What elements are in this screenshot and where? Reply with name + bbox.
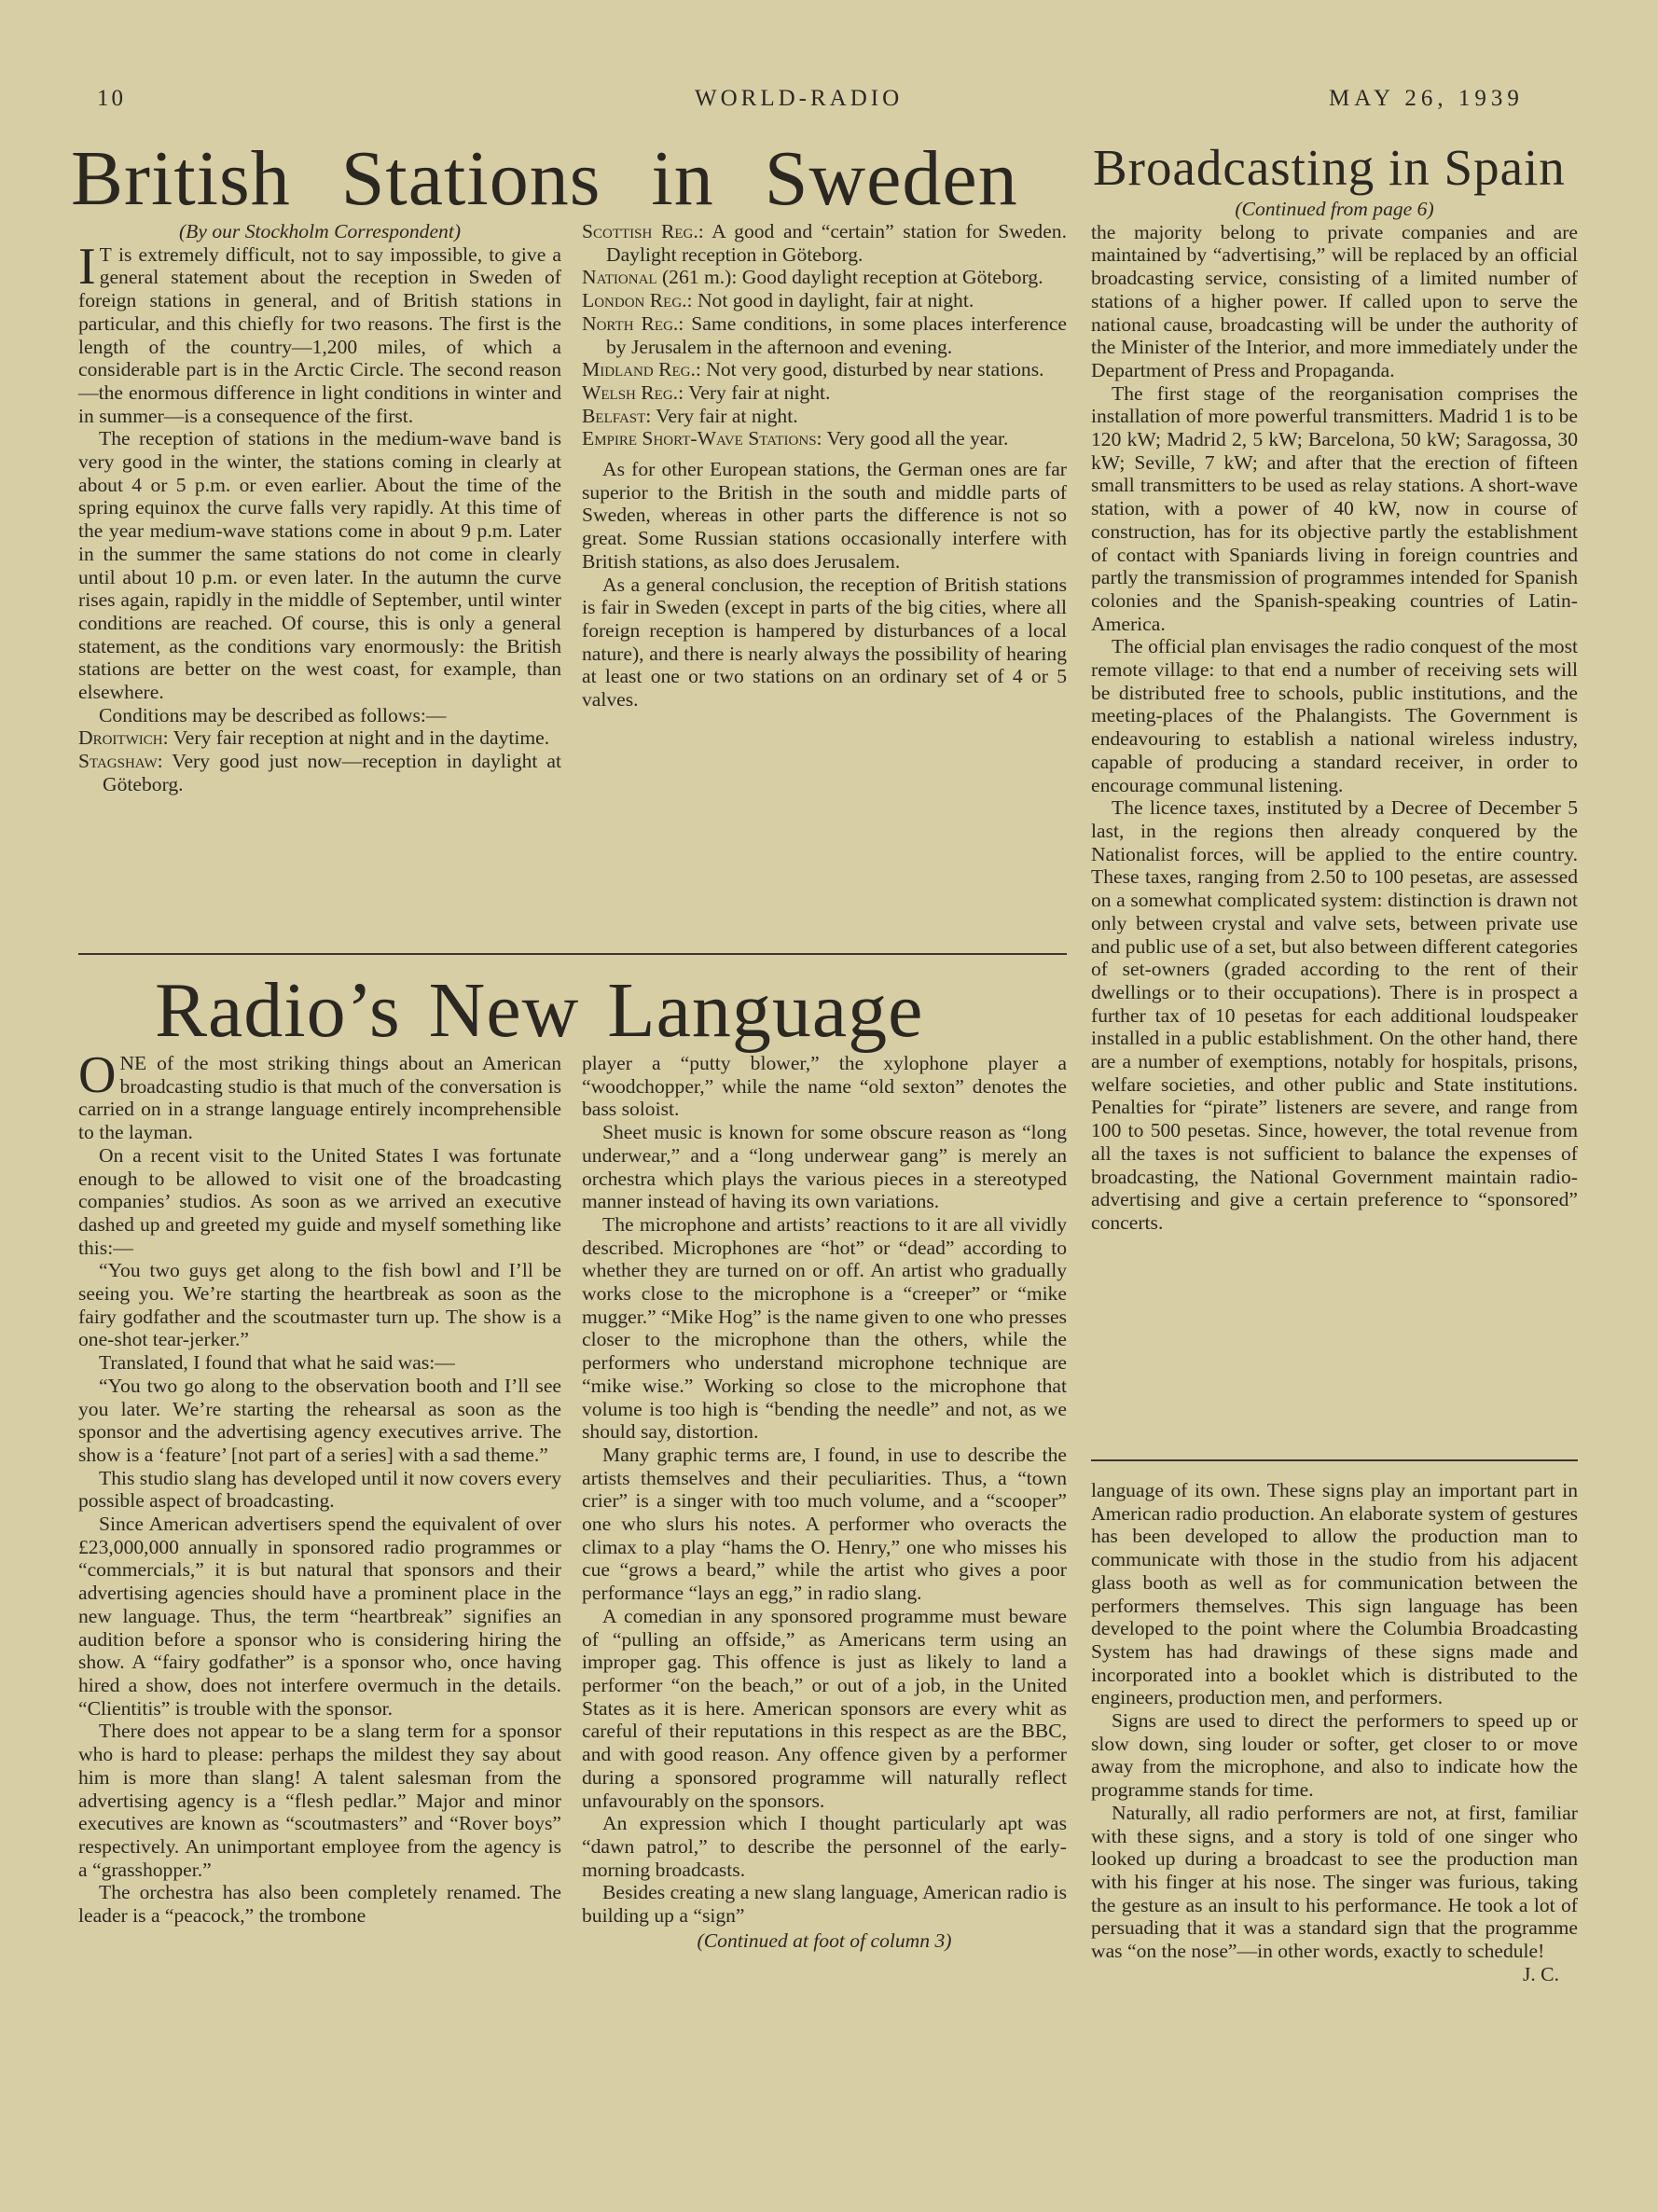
continued-note: (Continued at foot of column 3) — [697, 1929, 952, 1952]
paragraph: The official plan envisages the radio conquest of the most remote village: to that end a number of receiving sets will be distributed free to schools, public institutions, and the meeting-places of the Phalangists. The Government is endeavouring to establish a national wireless industry, capable of producing a standard receiver, in order to encourage communal listening. — [1091, 635, 1578, 796]
paragraph: Many graphic terms are, I found, in use to describe the artists themselves and their peculiarities. Thus, a “town crier” is a singer with too much volume, and a “scooper” one who slurs his notes. A performer who overacts the climax to a play “hams the O. Henry,” one who misses his cue “grows a beard,” while the artist who gives a poor performance “lays an egg,” in radio slang. — [582, 1443, 1067, 1605]
station-list — [582, 220, 1067, 450]
paragraph: The reception of stations in the medium-wave band is very good in the winter, the stations coming in clearly at about 4 or 5 p.m. or even earlier. About the time of the spring equinox the curve falls very rapidly. At this time of the year medium-wave stations come in about 9 p.m. Later in the summer the same stations do not come in clearly until about 10 p.m. or even later. In the autumn the curve rises again, rapidly in the middle of September, until winter conditions are reached. Of course, this is only a general statement, as the conditions vary enormously: the British stations are better on the west coast, for example, than elsewhere. — [78, 427, 561, 704]
paragraph: There does not appear to be a slang term for a sponsor who is hard to please: perhaps the mildest they say about him is more than slang! A talent salesman from the advertising agency is a “flesh pedlar.” Major and minor executives are known as “scoutmasters” and “Rover boys” respectively. An unimportant employee from the agency is a “grasshopper.” — [78, 1720, 561, 1881]
paragraph: An expression which I thought particularly apt was “dawn patrol,” to describe the personnel of the early-morning broadcasts. — [582, 1812, 1067, 1881]
lead-paragraph — [78, 1046, 561, 1144]
station-entry — [582, 427, 1067, 450]
publication-name: WORLD-RADIO — [695, 86, 904, 111]
paragraph-group — [582, 1052, 1067, 1928]
station-name: Droitwich: — [78, 726, 169, 750]
station-entry — [78, 726, 561, 750]
paragraph-group — [78, 427, 561, 726]
paragraph: The orchestra has also been completely renamed. The leader is a “peacock,” the trombone — [78, 1881, 561, 1928]
lead-smallcaps: NE — [119, 1052, 147, 1074]
station-name: Welsh Reg.: — [582, 380, 684, 404]
station-reception: Same conditions, in some places interference by Jerusalem in the afternoon and evening. — [606, 311, 1067, 358]
radio-column-2 — [582, 1052, 1067, 1952]
station-reception: Very fair at night. — [684, 380, 831, 404]
station-reception: (261 m.): Good daylight reception at Göteborg. — [656, 266, 1043, 289]
byline: (By our Stockholm Correspondent) — [178, 220, 462, 242]
paragraph: The licence taxes, instituted by a Decree of December 5 last, in the regions then already conquered by the Nationalist forces, will be applied to the entire country. These taxes, ranging from 2.50 to 100 pesetas, are assessed on a somewhat complicated system: distinction is drawn not only between crystal and valve sets, between private use and public use of a set, but also between different categories of set-owners (graded according to the rent of their dwellings or to their occupations). There is in prospect a further tax of 10 pesetas for each additional loudspeaker installed in a public establishment. On the other hand, there are a number of exemptions, notably for hospitals, prisons, welfare societies, and other public and State institutions. Penalties for “pirate” listeners are severe, and range from 100 to 500 pesetas. Since, however, the total revenue from all the taxes is not sufficient to balance the expenses of broadcasting, the National Government maintain radio-advertising and give a certain preference to “sponsored” concerts. — [1091, 796, 1578, 1234]
author-signature: J. C. — [1522, 1962, 1559, 1985]
radio-headline: Radio’s New Language — [155, 967, 924, 1054]
paragraph: “You two go along to the observation booth and I’ll see you later. We’re starting the rehearsal as soon as the sponsor and the advertising agency executives arrive. The show is a ‘feature’ [not part of a series] with a sad theme.” — [78, 1374, 561, 1466]
sweden-column-1 — [78, 220, 561, 796]
paragraph: Sheet music is known for some obscure reason as “long underwear,” and a “long underwear gang” is merely an orchestra which plays the various pieces in a stereotyped manner instead of having its own variations. — [582, 1121, 1067, 1213]
issue-date: MAY 26, 1939 — [1329, 86, 1524, 111]
station-entry — [582, 358, 1067, 381]
paragraph-group — [1091, 1479, 1578, 1963]
station-entry — [582, 266, 1067, 289]
station-list — [78, 726, 561, 795]
paragraph: language of its own. These signs play an important part in American radio production. An elaborate system of gestures has been developed to allow the production man to communicate with those in the studio from his adjacent glass booth as well as for communication between the performers themselves. This sign language has been developed to the point where the Columbia Broadcasting System has had drawings of these signs made and incorporated into a booklet which is distributed to the engineers, production men, and performers. — [1091, 1479, 1578, 1709]
station-reception: A good and “certain” station for Sweden. Daylight reception in Göteborg. — [606, 220, 1067, 266]
station-reception: Very fair at night. — [651, 404, 798, 427]
continued-from: (Continued from page 6) — [1235, 198, 1434, 220]
station-name: Scottish Reg.: — [582, 220, 704, 242]
station-reception: Very good just now—reception in daylight at Göteborg. — [103, 750, 561, 795]
station-name: Belfast: — [582, 404, 652, 427]
paragraph-group — [582, 458, 1067, 712]
paragraph: The first stage of the reorganisation comprises the installation of more powerful transmitters. Madrid 1 is to be 120 kW; Madrid 2, 5 kW; Barcelona, 50 kW; Saragossa, 30 kW; Seville, 7 kW; and after that the erection of fifteen small transmitters to be used as relay stations. A short-wave station, with a power of 40 kW, now in course of construction, has for its objective partly the establishment of contact with Spaniards living in foreign countries and partly the transmission of programmes intended for Spanish colonies and the Spanish-speaking countries of Latin-America. — [1091, 381, 1578, 635]
radio-column-1 — [78, 1046, 561, 1928]
station-entry — [582, 289, 1067, 312]
column-divider — [1091, 1459, 1578, 1461]
lead-text: of the most striking things about an American broadcasting studio is that much of the conversation is carried on in a strange language entirely incomprehensible to the layman. — [78, 1052, 561, 1144]
paragraph: Conditions may be described as follows:— — [99, 703, 447, 726]
paragraph: the majority belong to private companies and are maintained by “advertising,” will be replaced by an official broadcasting service, consisting of a limited number of stations of a higher power. If called upon to serve the national cause, broadcasting will be under the authority of the Minister of the Interior, and more immediately under the Department of Press and Propaganda. — [1091, 220, 1578, 381]
spain-headline: Broadcasting in Spain — [1093, 139, 1566, 196]
lead-smallcaps: T — [99, 242, 112, 266]
sweden-headline: British Stations in Sweden — [71, 135, 1018, 222]
drop-cap: O — [78, 1046, 117, 1104]
station-entry — [582, 312, 1067, 358]
drop-cap: I — [78, 237, 96, 296]
station-entry — [582, 220, 1067, 266]
spain-column — [1091, 198, 1578, 1235]
station-name: North Reg.: — [582, 311, 684, 335]
lead-text: is extremely difficult, not to say impossible, to give a general statement about the reception in Sweden of foreign stations in general, and of British stations in particular, and this chiefly for two reasons. The first is the length of the country—1,200 miles, of which a considerable part is in the Arctic Circle. The second reason—the enormous difference in light conditions in winter and in summer—is a consequence of the first. — [78, 242, 561, 427]
sweden-column-2 — [582, 220, 1067, 712]
station-name: London Reg.: — [582, 289, 693, 312]
paragraph: On a recent visit to the United States I was fortunate enough to be allowed to visit one of the broadcasting companies’ studios. As soon as we arrived an executive dashed up and greeted my guide and myself something like this:— — [78, 1143, 561, 1259]
paragraph-group — [1091, 221, 1578, 1235]
paragraph-group — [78, 1144, 561, 1928]
station-name: Midland Reg.: — [582, 358, 701, 381]
paragraph: player a “putty blower,” the xylophone player a “woodchopper,” while the name “old sexton” denotes the bass soloist. — [582, 1052, 1067, 1121]
station-entry — [78, 750, 561, 795]
paragraph: The microphone and artists’ reactions to it are all vividly described. Microphones are “hot” or “dead” according to whether they are turned on or off. An artist who gradually works close to the microphone is a “creeper” or “mike mugger.” “Mike Hog” is the name given to one who presses closer to the microphone than the others, while the performers who understand microphone technique are “mike wise.” Working so close to the microphone that volume is too high is “bending the needle” and not, as we should say, distortion. — [582, 1212, 1067, 1444]
station-reception: Not very good, disturbed by near stations. — [700, 358, 1044, 381]
lead-paragraph — [78, 237, 561, 428]
paragraph: “You two guys get along to the fish bowl and I’ll be seeing you. We’re starting the heartbreak as soon as the fairy godfather and the scoutmaster turn up. The show is a one-shot tear-jerker.” — [78, 1259, 561, 1351]
paragraph: Naturally, all radio performers are not, at first, familiar with these signs, and a story is told of one singer who looked up during a broadcast to see the production man with his finger at his nose. The singer was furious, taking the gesture as an insult to his performance. He took a lot of persuading that it was a standard sign that the programme was “on the nose”—in other words, exactly to schedule! — [1091, 1801, 1578, 1963]
paragraph: Signs are used to direct the performers to speed up or slow down, sing louder or softer, get closer to or move away from the microphone, and also to indicate how the programme stands for time. — [1091, 1709, 1578, 1802]
paragraph: Besides creating a new slang language, American radio is building up a “sign” — [582, 1881, 1067, 1928]
page-number: 10 — [97, 86, 126, 111]
station-reception: Not good in daylight, fair at night. — [692, 289, 974, 312]
station-name: Stagshaw: — [78, 750, 163, 773]
paragraph: This studio slang has developed until it now covers every possible aspect of broadcasting. — [78, 1466, 561, 1513]
station-entry — [582, 405, 1067, 428]
station-entry — [582, 381, 1067, 405]
section-divider — [78, 953, 1067, 955]
paragraph: As for other European stations, the German ones are far superior to the British in the south and middle parts of Sweden, whereas in other parts the difference is not so great. Some Russian stations occasionally interfere with British stations, as also does Jerusalem. — [582, 458, 1067, 573]
paragraph: Since American advertisers spend the equivalent of over £23,000,000 annually in sponsored radio programmes or “commercials,” it is but natural that sponsors and their advertising agencies should have a prominent place in the new language. Thus, the term “heartbreak” signifies an audition before a sponsor who is considering hiring the show. A “fairy godfather” is a sponsor who, once having hired a show, does not interfere overmuch in the details. “Clientitis” is trouble with the sponsor. — [78, 1513, 561, 1720]
station-name: National — [582, 266, 657, 289]
radio-column-3 — [1091, 1479, 1578, 1985]
station-name: Empire Short-Wave Stations: — [582, 427, 822, 450]
paragraph: Translated, I found that what he said was:— — [99, 1351, 455, 1375]
paragraph: As a general conclusion, the reception of British stations is fair in Sweden (except in parts of the big cities, where all foreign reception is hampered by disturbances of a local nature), and there is nearly always the possibility of hearing at least one or two stations on an ordinary set of 4 or 5 valves. — [582, 573, 1067, 712]
station-reception: Very good all the year. — [822, 427, 1009, 450]
paragraph: A comedian in any sponsored programme must beware of “pulling an offside,” as Americans term using an improper gag. This offence is just as likely to land a performer “on the beach,” or out of a job, in the United States as it is here. American sponsors are every whit as careful of their reputations in this respect as are the BBC, and with good reason. Any offence given by a performer during a sponsored programme will naturally reflect unfavourably on the sponsors. — [582, 1604, 1067, 1812]
station-reception: Very fair reception at night and in the daytime. — [168, 726, 550, 750]
